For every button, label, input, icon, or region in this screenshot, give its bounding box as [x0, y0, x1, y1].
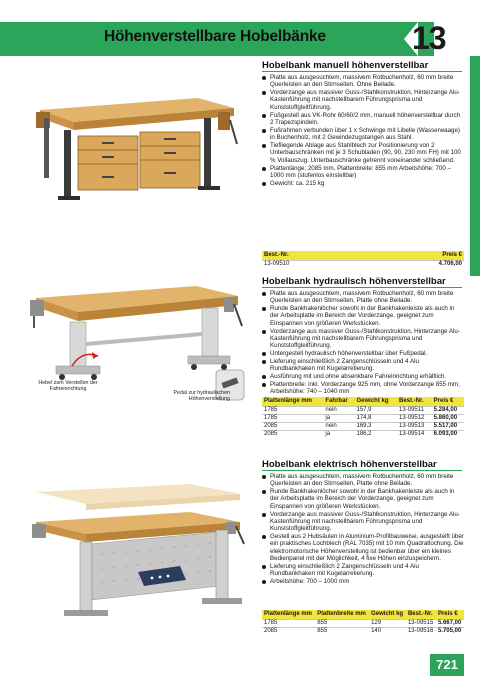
table-cell: 129	[369, 620, 406, 628]
table-header: Plattenbreite mm	[315, 610, 369, 620]
table-cell: 174,8	[355, 415, 398, 423]
table-cell: 5.667,00	[436, 620, 464, 628]
table-cell: 13-09512	[397, 415, 432, 423]
workbench-electric-image	[30, 482, 246, 632]
caption-pedal: Pedal zur hydraulischen Höhenverstellung	[173, 390, 230, 403]
table-cell: 13-09514	[397, 431, 432, 439]
list-item: Plattenlänge: 2085 mm, Plattenbreite: 855 mm Arbeitshöhe: 700 – 1000 mm (stufenlos einstellbar)	[262, 165, 464, 180]
table-row	[262, 407, 464, 415]
lifting-column	[80, 542, 92, 612]
list-item: Plattenbreite: inkl. Vorderzange 925 mm, ohne Vorderzange 855 mm, Arbeitshöhe: 740 – 1040 mm	[262, 381, 464, 396]
table-cell: 855	[315, 620, 369, 628]
list-item: Fußrahmen verbunden über 1 x Schwinge mit Libelle (Wasserwaage) in Buchenholz, mit 2 Gewindezugstangen aus Stahl.	[262, 127, 464, 142]
table-header: Best.-Nr.	[262, 251, 367, 261]
section1-features	[262, 74, 464, 188]
table-cell: 13-09513	[397, 423, 432, 431]
section2-features	[262, 290, 464, 396]
section2-rule	[262, 287, 462, 288]
list-item: Vorderzange aus massiver Guss-/Stahlkonstruktion, Hinterzange Alu-Kastenführung mit nachstellbarem Führungsprisma und Kunststoffgleitführung.	[262, 511, 464, 533]
workbench-manual-image	[34, 88, 238, 206]
table-cell: 1785	[262, 415, 323, 423]
table-header: Plattenlänge mm	[262, 397, 323, 407]
list-item: Tiefliegende Ablage aus Stahlblech zur Positionierung von 2 Unterbauschränken mit je 3 Schubladen (90, 90, 230 mm FH) mit 100 % Vollauszug. Unterbauschränke getrennt voneinander schließend.	[262, 142, 464, 164]
table-cell: 13-09515	[406, 620, 436, 628]
drawer-cabinet-left	[78, 136, 138, 190]
list-item: Ausführung mit und ohne absenkbare Fahreinrichtung erhältlich.	[262, 373, 464, 380]
chapter-number: 13	[412, 20, 446, 56]
table-row	[262, 620, 464, 628]
list-item: Platte aus ausgesuchtem, massivem Rotbuchenholz, 60 mm breite Querleisten an den Stirnseiten, Platte ohne Beilade.	[262, 290, 464, 305]
table-row	[262, 423, 464, 431]
list-item: Vorderzange aus massiver Guss-/Stahlkonstruktion, Hinterzange Alu-Kastenführung mit nachstellbarem Führungsprisma und Kunststoffgleitführung.	[262, 328, 464, 350]
bench-leg	[70, 322, 86, 368]
list-item: Lieferung einschließlich 2 Zangenschlüsseln und 4 Alu Rundbankhaken mit Kugelarretierung.	[262, 358, 464, 373]
table-row	[262, 628, 464, 636]
table-row	[262, 431, 464, 439]
table-cell: 855	[315, 628, 369, 636]
list-item: Platte aus ausgesuchtem, massivem Rotbuchenholz, 60 mm breite Querleisten an den Stirnseiten. Ohne Beilade.	[262, 74, 464, 89]
section2-title: Hobelbank hydraulisch höhenverstellbar	[262, 276, 446, 287]
list-item: Gewicht: ca. 215 kg	[262, 180, 464, 187]
perforated-panel	[90, 532, 220, 600]
table-cell: 169,3	[355, 423, 398, 431]
table-cell: 5.705,00	[436, 628, 464, 636]
section3-features	[262, 473, 464, 586]
section3-rule	[262, 470, 462, 471]
section3-title: Hobelbank elektrisch höhenverstellbar	[262, 459, 437, 470]
table-cell: 4.706,00	[367, 261, 464, 269]
section1-title: Hobelbank manuell höhenverstellbar	[262, 60, 429, 71]
table-cell: ja	[323, 415, 354, 423]
table-header: Gewicht kg	[355, 397, 398, 407]
table-cell: 2085	[262, 431, 323, 439]
table-header: Best.-Nr.	[397, 397, 432, 407]
page-title: Höhenverstellbare Hobelbänke	[104, 28, 326, 45]
list-item: Arbeitshöhe: 700 – 1000 mm	[262, 578, 464, 585]
table-cell: 157,9	[355, 407, 398, 415]
list-item: Platte aus ausgesuchtem, massivem Rotbuchenholz, 60 mm breite Querleisten an den Stirnseiten, Platte ohne Beilade.	[262, 473, 464, 488]
section2-price-table	[262, 397, 464, 438]
list-item: Untergestell hydraulisch höhenverstellbar über Fußpedal.	[262, 350, 464, 357]
table-cell: 13-09511	[397, 407, 432, 415]
page-number: 721	[430, 654, 464, 676]
chapter-side-tab	[470, 56, 480, 276]
list-item: Vorderzange aus massiver Guss-/Stahlkonstruktion, Hinterzange Alu-Kastenführung mit nachstellbarem Führungsprisma und Kunststoffgleitführung.	[262, 89, 464, 111]
table-header: Preis €	[367, 251, 464, 261]
table-cell: 140	[369, 628, 406, 636]
table-row	[262, 261, 464, 269]
section1-rule	[262, 71, 462, 72]
table-cell: 5.517,00	[432, 423, 464, 431]
table-cell: 13-09516	[406, 628, 436, 636]
table-cell: 186,2	[355, 431, 398, 439]
table-cell: 6.093,00	[432, 431, 464, 439]
table-header: Fahrbar	[323, 397, 354, 407]
bench-leg	[64, 130, 71, 198]
table-header: Plattenlänge mm	[262, 610, 315, 620]
table-cell: 13-09510	[262, 261, 367, 269]
table-cell: nein	[323, 407, 354, 415]
caption-lever: Hebel zum Verstellen der Fahreinrichtung	[38, 380, 98, 393]
front-vise	[32, 524, 46, 538]
table-header: Gewicht kg	[369, 610, 406, 620]
list-item: Runde Bankhakenlöcher sowohl in der Bankhakenleiste als auch in der Arbeitsplatte im Bereich der Vorderzange, geeignet zum Einspannen von größeren Werkstücken.	[262, 488, 464, 510]
table-row	[262, 415, 464, 423]
table-cell: 1785	[262, 407, 323, 415]
table-cell: 1785	[262, 620, 315, 628]
section3-price-table	[262, 610, 464, 635]
section1-price-table	[262, 251, 464, 268]
table-header: Preis €	[432, 397, 464, 407]
table-header: Best.-Nr.	[406, 610, 436, 620]
table-cell: ja	[323, 431, 354, 439]
table-cell: 5.284,00	[432, 407, 464, 415]
list-item: Fußgestell aus VK-Rohr 60/60/2 mm, manuell höhenverstellbar durch 2 Trapezspindeln.	[262, 112, 464, 127]
table-cell: 2085	[262, 423, 323, 431]
table-cell: 2085	[262, 628, 315, 636]
front-vise	[30, 300, 44, 316]
table-header: Preis €	[436, 610, 464, 620]
table-cell: nein	[323, 423, 354, 431]
list-item: Runde Bankhakenlöcher sowohl in der Bankhakenleiste als auch in der Arbeitsplatte im Bereich der Vorderzange, geeignet zum Einspannen von größeren Werkstücken.	[262, 305, 464, 327]
table-cell: 5.860,00	[432, 415, 464, 423]
list-item: Gestell aus 2 Hubsäulen in Aluminium-Profilbauweise, ausgesteift über ein praktisches Lochblech (RAL 7035) mit 10 mm Quadratlochung. Die elektromotorische Höhenverstellung ist bedienbar über ein kleines Bedienpanel mit der Möglichkeit, 4 fixe Höhen einzuspeichern.	[262, 533, 464, 562]
list-item: Lieferung einschließlich 2 Zangenschlüsseln und 4 Alu Rundbankhaken mit Kugelarretierung.	[262, 563, 464, 578]
